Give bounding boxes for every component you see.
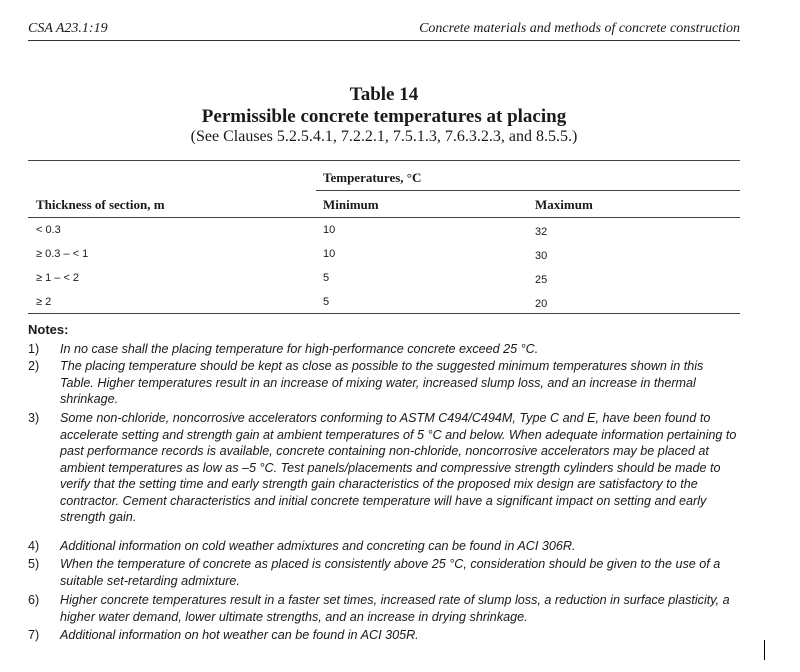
maximum-cell: 20	[535, 298, 548, 310]
note-text: Additional information on cold weather admixtures and concreting can be found in ACI 306R.	[60, 539, 576, 553]
page-header	[28, 14, 740, 41]
note-number: 2)	[28, 359, 40, 373]
note-text: When the temperature of concrete as placed is consistently above 25 °C, consideration should be given to the use of a suitable set-retarding admixture.	[60, 557, 721, 588]
note-item	[28, 341, 740, 358]
column-header-maximum: Maximum	[535, 197, 593, 212]
notes-heading: Notes:	[28, 322, 69, 337]
minimum-cell: 10	[323, 224, 336, 236]
note-text: Some non-chloride, noncorrosive accelerators conforming to ASTM C494/C494M, Type C and E, have been found to accelerate setting and strength gain at ambient temperatures of 5 °C and below. When adequate information pertaining to past performance records is available, concrete containing non-chloride, noncorrosive accelerators may be placed at ambient temperatures as low as –5 °C. Test panels/placements and compressive strength cylinders should be made to verify that the setting time and early strength gain characteristics of the proposed mix design are satisfactory to the contractor. Cement characteristics and initial concrete temperature will have a significant impact on setting and early strength gain.	[60, 411, 737, 524]
group-header-temperatures: Temperatures, °C	[323, 170, 422, 185]
minimum-cell: 10	[323, 248, 336, 260]
column-header-thickness: Thickness of section, m	[36, 197, 165, 212]
note-item	[28, 556, 740, 589]
note-item	[28, 358, 740, 408]
note-item	[28, 592, 740, 625]
note-number: 7)	[28, 628, 40, 642]
note-number: 6)	[28, 593, 40, 607]
note-text: The placing temperature should be kept as close as possible to the suggested minimum temperatures shown in this Table. Higher temperatures result in an increase of mixing water, increased slump loss, and an increase in thermal shrinkage.	[60, 359, 704, 406]
minimum-cell: 5	[323, 272, 330, 284]
note-number: 5)	[28, 557, 40, 571]
note-number: 3)	[28, 411, 40, 425]
header-bottom-rule	[28, 217, 740, 218]
note-text: Higher concrete temperatures result in a faster set times, increased rate of slump loss, a reduction in surface plasticity, a higher water demand, lower ultimate strengths, and an increase in drying shrinkage.	[60, 593, 730, 624]
table-clauses: (See Clauses 5.2.5.4.1, 7.2.2.1, 7.5.1.3, 7.6.3.2.3, and 8.5.5.)	[190, 128, 578, 145]
text-cursor	[764, 640, 765, 660]
table-top-rule	[28, 160, 740, 161]
maximum-cell: 30	[535, 250, 548, 262]
note-number: 1)	[28, 342, 40, 356]
section-title: Concrete materials and methods of concrete construction	[419, 21, 740, 36]
group-header-rule	[316, 190, 740, 191]
thickness-cell: ≥ 1 – < 2	[36, 272, 80, 284]
standard-code: CSA A23.1:19	[28, 21, 108, 36]
note-item	[28, 627, 740, 644]
note-item	[28, 410, 740, 526]
note-number: 4)	[28, 539, 40, 553]
table-bottom-rule	[28, 313, 740, 314]
minimum-cell: 5	[323, 296, 330, 308]
note-text: Additional information on hot weather can be found in ACI 305R.	[60, 628, 419, 642]
maximum-cell: 25	[535, 274, 548, 286]
maximum-cell: 32	[535, 226, 548, 238]
table-number: Table 14	[349, 84, 419, 105]
column-header-minimum: Minimum	[323, 197, 379, 212]
note-item	[28, 538, 740, 555]
thickness-cell: ≥ 0.3 – < 1	[36, 248, 89, 260]
thickness-cell: < 0.3	[36, 224, 61, 236]
table-title: Permissible concrete temperatures at placing	[201, 106, 567, 127]
thickness-cell: ≥ 2	[36, 296, 52, 308]
note-text: In no case shall the placing temperature for high-performance concrete exceed 25 °C.	[60, 342, 539, 356]
